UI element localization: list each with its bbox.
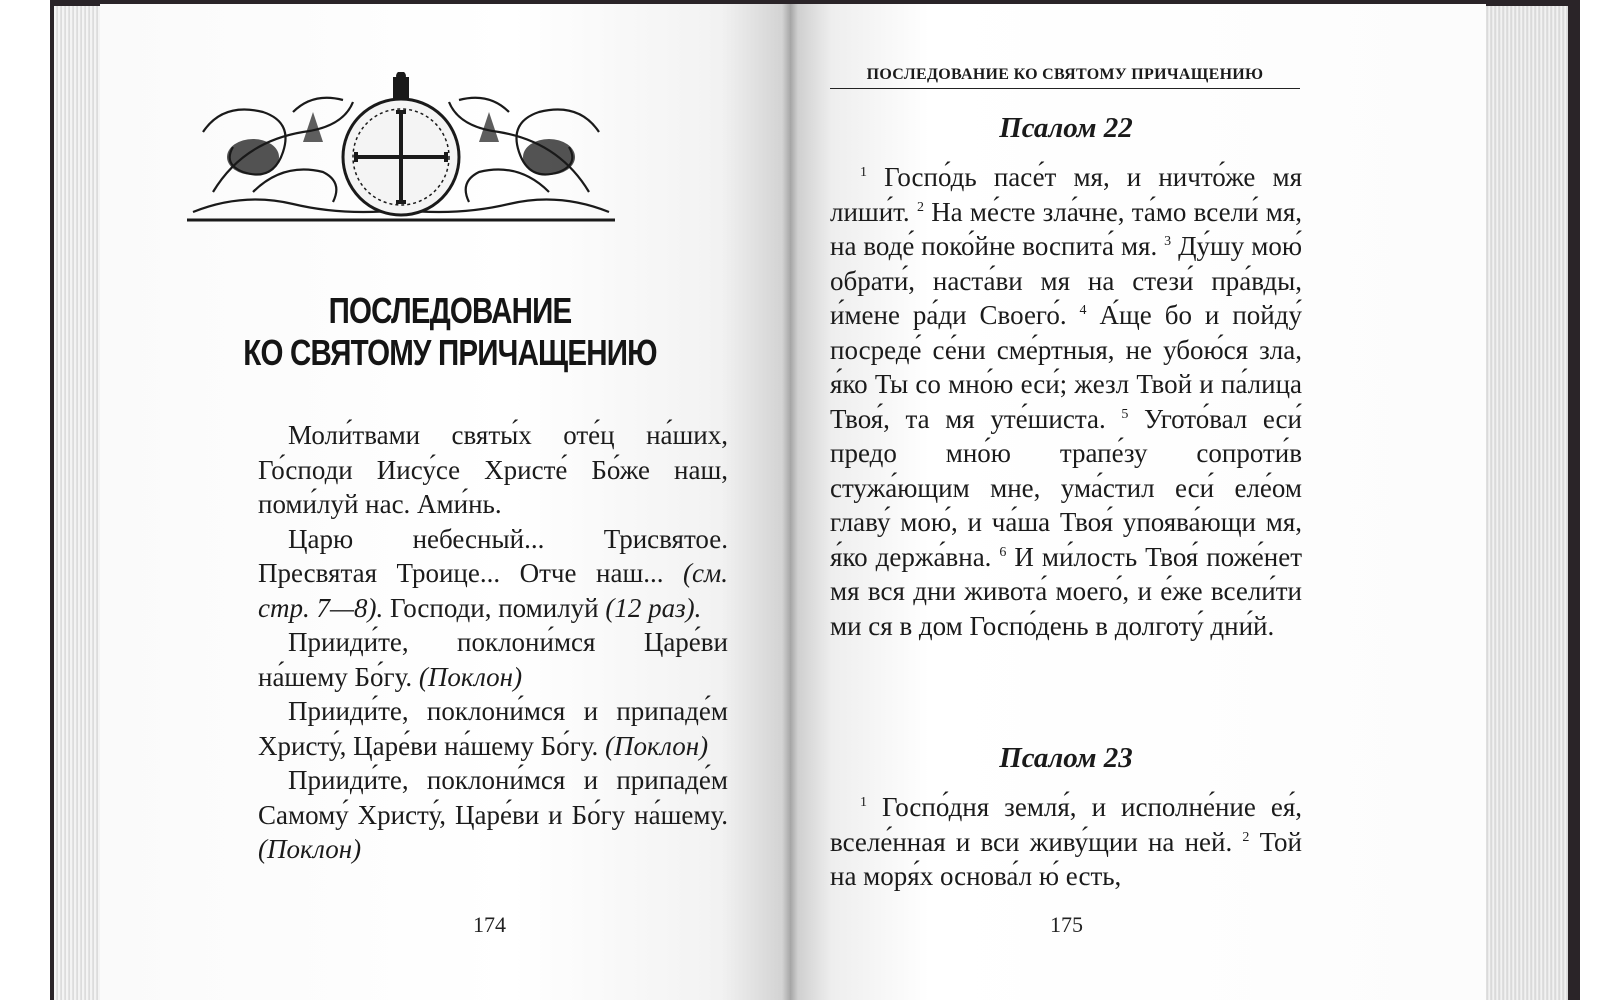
paragraph-trisagion: Царю небесный... Трисвятое. Пресвятая Троице... Отче наш... (см. стр. 7—8). Господи, помилуй (12 раз). (258, 523, 728, 623)
verse-text: И ми́лость Твоя́ поже́нет мя вся дни живота́ моего́, и е́же всели́ти ми ся в дом Госпо́день в долготу́ дни́й. (830, 541, 1302, 641)
title-line-2: КО СВЯТОМУ ПРИЧАЩЕНИЮ (243, 332, 657, 373)
left-page-body (258, 418, 728, 867)
verse-number: 1 (860, 795, 867, 810)
paragraph-come-2: Прииди́те, поклони́мся и припаде́м Христу́, Царе́ви на́шему Бо́гу. (Поклон) (258, 696, 728, 761)
verse-number: 3 (1164, 234, 1172, 249)
page-edges-right (1480, 6, 1568, 1000)
verse-text: Той на моря́х основа́л ю́ есть, (830, 826, 1302, 891)
verse-number: 6 (999, 544, 1007, 560)
verse-text: Госпо́дня земля́, и исполне́ние ея́, вселе́нная и вси живу́щии на ней. (830, 792, 1302, 857)
psalm-22-title: Псалом 22 (999, 112, 1133, 144)
verse-text: На ме́сте зла́чне, та́мо всели́ мя, на воде́ поко́йне воспита́ мя. (830, 196, 1302, 261)
page-number-right: 175 (1050, 912, 1083, 937)
paragraph-prayer: Моли́твами святы́х оте́ц на́ших, Го́споди Иису́се Христе́ Бо́же наш, поми́луй нас. Ами́нь. (258, 420, 728, 519)
running-head: ПОСЛЕДОВАНИЕ КО СВЯТОМУ ПРИЧАЩЕНИЮ (830, 66, 1300, 89)
verse-number: 2 (916, 199, 924, 215)
verse-text: Ду́шу мою́ обрати́, наста́ви мя на стези́ пра́вды, и́мене ра́ди Своего́. (830, 231, 1302, 330)
page-number-left: 174 (473, 912, 506, 937)
verse-text: Госпо́дь пасе́т мя, и ничто́же мя лиши́т. (830, 162, 1302, 227)
verse-number: 5 (1121, 406, 1129, 422)
verse-text: Угото́вал еси́ предо мно́ю трапе́зу сопроти́в стужа́ющим мне, ума́стил еси́ еле́ом главу́ мою́, и ча́ша Твоя́ упоява́ющи мя, я́ко держа́вна. (830, 403, 1302, 572)
verse-number: 1 (860, 165, 867, 180)
psalm-23-title: Псалом 23 (999, 742, 1133, 774)
verse-number: 2 (1242, 829, 1250, 845)
ornament-headpiece (183, 72, 619, 232)
psalm-22-verses (830, 160, 1302, 643)
psalm-23-verses (830, 790, 1302, 894)
title-line-1: ПОСЛЕДОВАНИЕ (328, 290, 572, 331)
verse-number: 4 (1079, 303, 1087, 318)
verse-text: А́ще бо и пойду́ посреде́ се́ни сме́ртныя, не убою́ся зла, я́ко Ты со мно́ю еси́; жезл Твой и па́лица Твоя́, та мя уте́шиста. (830, 300, 1302, 434)
psalm-23-text (830, 790, 1302, 894)
book-gutter (782, 4, 798, 1000)
section-title (155, 290, 745, 374)
psalm-22-text (830, 160, 1302, 643)
paragraph-come-1: Прииди́те, поклони́мся Царе́ви на́шему Бо́гу. (Поклон) (258, 627, 728, 692)
paragraph-come-3: Прииди́те, поклони́мся и припаде́м Самому́ Христу́, Царе́ви и Бо́гу на́шему. (Поклон) (258, 765, 728, 864)
